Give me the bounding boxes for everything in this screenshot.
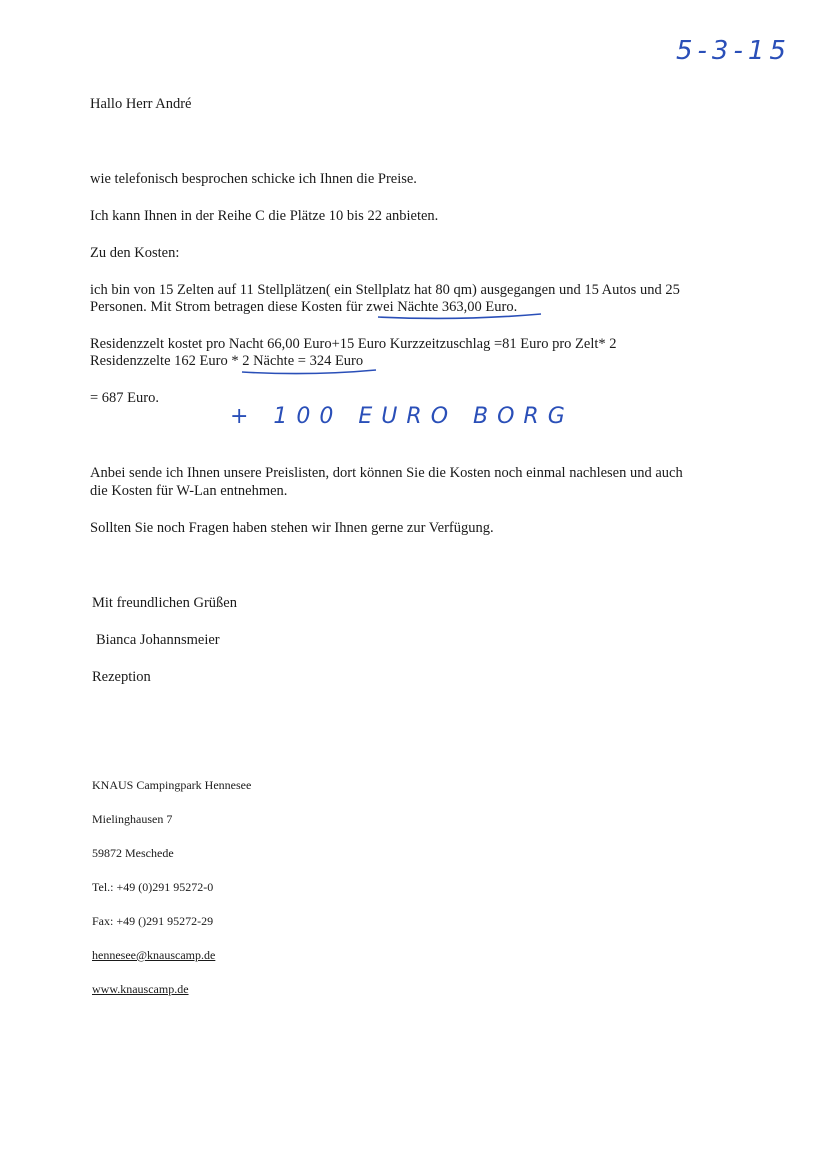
underline-tent-amount xyxy=(242,370,376,374)
pricelist-paragraph-line-2: die Kosten für W-Lan entnehmen. xyxy=(90,483,288,499)
closing: Mit freundlichen Grüßen xyxy=(92,595,237,611)
cost-paragraph-line-1: ich bin von 15 Zelten auf 11 Stellplätzen( ein Stellplatz hat 80 qm) ausgegangen und 15 Autos und 25 xyxy=(90,282,680,298)
signature-name: Bianca Johannsmeier xyxy=(96,632,220,648)
department: Rezeption xyxy=(92,669,151,685)
pricelist-paragraph-line-1: Anbei sende ich Ihnen unsere Preislisten, dort können Sie die Kosten noch einmal nachlesen und auch xyxy=(90,465,683,481)
costs-heading: Zu den Kosten: xyxy=(90,245,180,261)
cost-paragraph-line-2 xyxy=(90,298,517,316)
questions-line: Sollten Sie noch Fragen haben stehen wir Ihnen gerne zur Verfügung. xyxy=(90,520,494,536)
handwritten-deposit-note: + 100 EURO BORG xyxy=(230,404,574,429)
greeting: Hallo Herr André xyxy=(90,96,192,112)
cost-amount-two-nights: r zwei Nächte 363,00 Euro. xyxy=(357,299,518,315)
footer-street: Mielinghausen 7 xyxy=(92,812,173,826)
intro-line: wie telefonisch besprochen schicke ich Ihnen die Preise. xyxy=(90,171,417,187)
footer-web-link[interactable]: www.knauscamp.de xyxy=(92,982,189,996)
tent-paragraph-line-1: Residenzzelt kostet pro Nacht 66,00 Euro+15 Euro Kurzzeitzuschlag =81 Euro pro Zelt* 2 xyxy=(90,336,617,352)
total-line: = 687 Euro. xyxy=(90,390,159,406)
handwritten-date: 5-3-15 xyxy=(676,36,791,66)
footer-email-link[interactable]: hennesee@knauscamp.de xyxy=(92,948,216,962)
footer-company: KNAUS Campingpark Hennesee xyxy=(92,778,252,792)
tent-paragraph-line-2-text: Residenzzelte 162 Euro xyxy=(90,353,232,369)
footer-tel: Tel.: +49 (0)291 95272-0 xyxy=(92,880,214,894)
footer-city: 59872 Meschede xyxy=(92,846,174,860)
offer-line: Ich kann Ihnen in der Reihe C die Plätze 10 bis 22 anbieten. xyxy=(90,208,439,224)
cost-paragraph-line-2-text: Personen. Mit Strom betragen diese Kosten fü xyxy=(90,299,358,315)
tent-paragraph-line-2 xyxy=(90,352,363,370)
footer-fax: Fax: +49 ()291 95272-29 xyxy=(92,914,214,928)
tent-amount-two-nights: * 2 Nächte = 324 Euro xyxy=(231,353,364,369)
